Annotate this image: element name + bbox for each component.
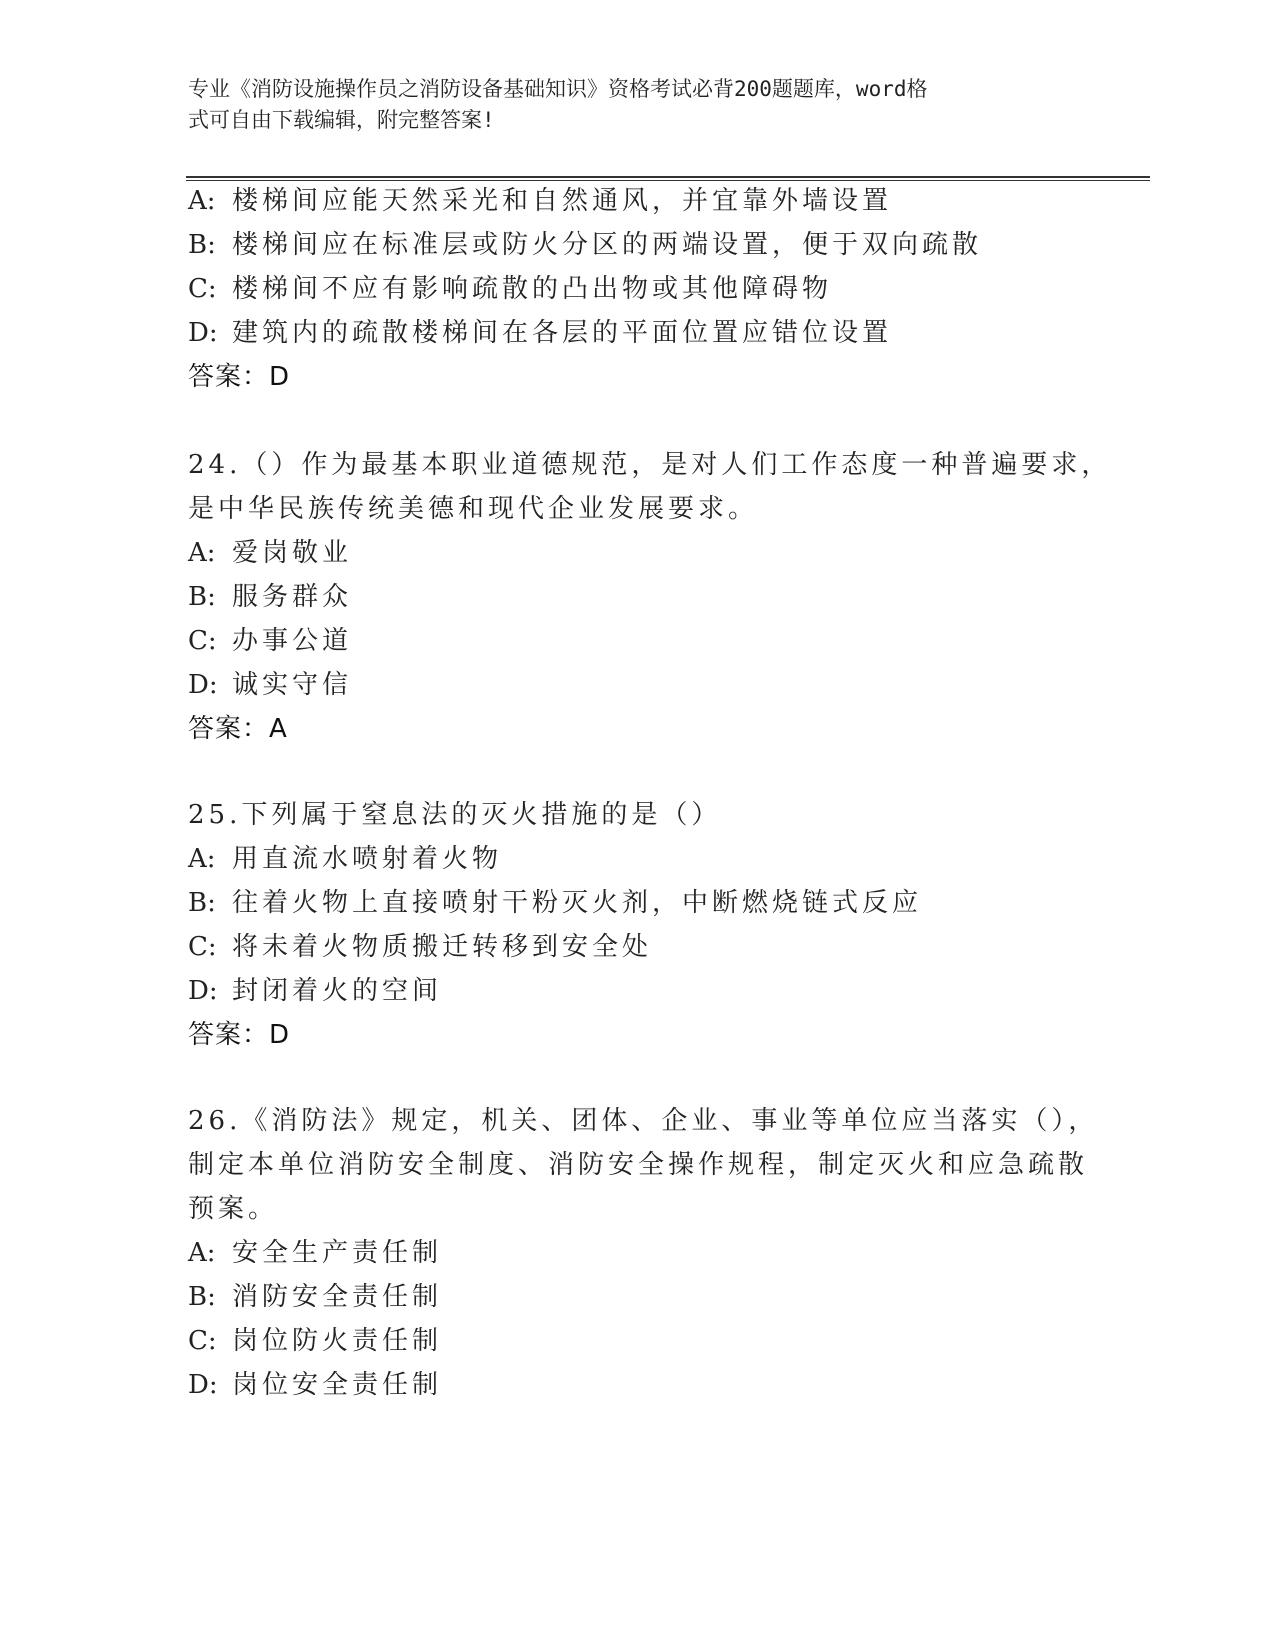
q24-option-a: A: 爱岗敬业 xyxy=(188,538,353,568)
q24-option-c: C: 办事公道 xyxy=(188,626,353,656)
q26-stem-line-3: 预案。 xyxy=(188,1194,279,1224)
q25-answer: 答案：D xyxy=(188,1020,291,1050)
q26-stem-line-2: 制定本单位消防安全制度、消防安全操作规程，制定灭火和应急疏散 xyxy=(188,1150,1089,1180)
q25-stem-line-1: 25.下列属于窒息法的灭火措施的是（） xyxy=(188,800,722,830)
header-line-1: 专业《消防设施操作员之消防设备基础知识》资格考试必背200题题库，word格 xyxy=(188,77,928,101)
q26-option-c: C: 岗位防火责任制 xyxy=(188,1326,443,1356)
q23-option-a: A: 楼梯间应能天然采光和自然通风，并宜靠外墙设置 xyxy=(188,186,893,216)
q25-option-a: A: 用直流水喷射着火物 xyxy=(188,844,503,874)
q26-stem-line-1: 26.《消防法》规定，机关、团体、企业、事业等单位应当落实（）， xyxy=(188,1106,1099,1136)
header-line-2: 式可自由下载编辑，附完整答案! xyxy=(188,108,495,132)
document-header xyxy=(188,74,1068,136)
q24-stem-line-1: 24.（）作为最基本职业道德规范，是对人们工作态度一种普遍要求， xyxy=(188,450,1112,480)
q26-option-a: A: 安全生产责任制 xyxy=(188,1238,443,1268)
q24-option-b: B: 服务群众 xyxy=(188,582,353,612)
header-divider xyxy=(186,176,1150,181)
q25-option-d: D: 封闭着火的空间 xyxy=(188,976,443,1006)
q26-option-d: D: 岗位安全责任制 xyxy=(188,1370,443,1400)
q25-option-c: C: 将未着火物质搬迁转移到安全处 xyxy=(188,932,653,962)
q26-option-b: B: 消防安全责任制 xyxy=(188,1282,443,1312)
q24-answer: 答案：A xyxy=(188,714,288,744)
q23-option-c: C: 楼梯间不应有影响疏散的凸出物或其他障碍物 xyxy=(188,274,833,304)
q25-option-b: B: 往着火物上直接喷射干粉灭火剂，中断燃烧链式反应 xyxy=(188,888,923,918)
q24-stem-line-2: 是中华民族传统美德和现代企业发展要求。 xyxy=(188,494,759,524)
q23-answer: 答案：D xyxy=(188,362,291,392)
q24-option-d: D: 诚实守信 xyxy=(188,670,353,700)
q23-option-d: D: 建筑内的疏散楼梯间在各层的平面位置应错位设置 xyxy=(188,318,893,348)
q23-option-b: B: 楼梯间应在标准层或防火分区的两端设置，便于双向疏散 xyxy=(188,230,983,260)
